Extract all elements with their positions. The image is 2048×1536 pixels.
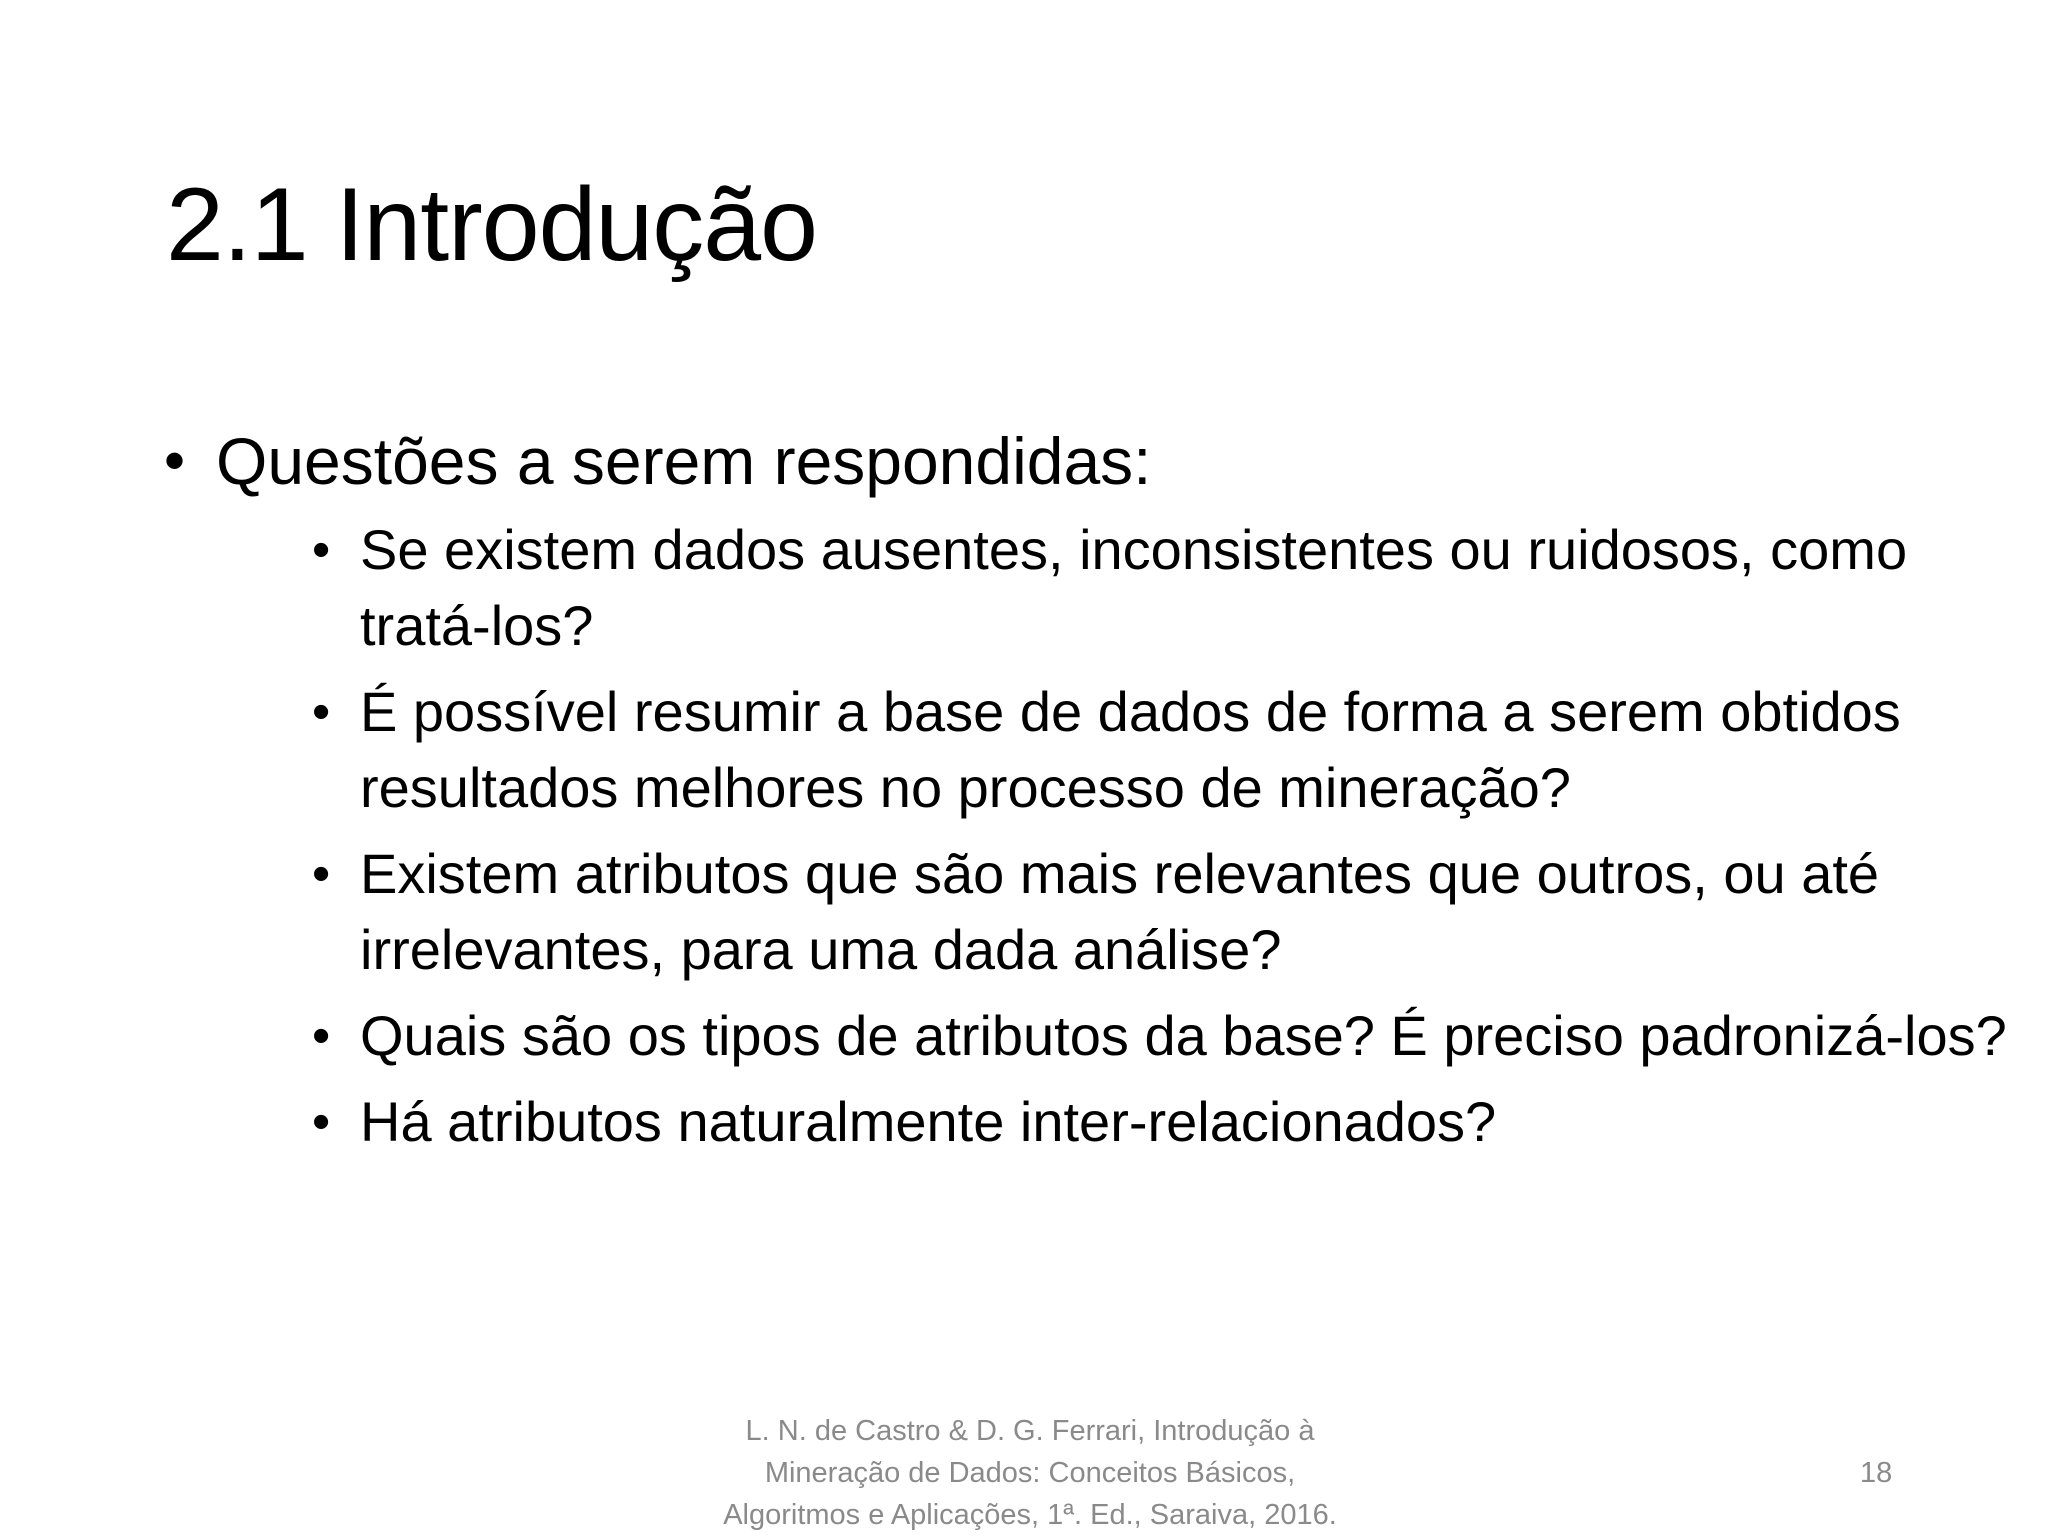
main-bullet-text: Questões a serem respondidas: — [216, 424, 1152, 498]
slide-title: 2.1 Introdução — [166, 167, 817, 283]
sub-bullet-3 — [312, 836, 2048, 988]
citation-line: Algoritmos e Aplicações, 1ª. Ed., Saraiva, 2016. — [723, 1499, 1337, 1531]
sub-bullet-2 — [312, 674, 2048, 826]
sub-bullet-5 — [312, 1084, 2048, 1160]
sub-bullet-text: Se existem dados ausentes, inconsistentes ou ruidosos, como tratá-los? — [360, 518, 1908, 657]
citation-line: L. N. de Castro & D. G. Ferrari, Introdução à — [745, 1415, 1315, 1447]
bullet-dot-icon: • — [312, 683, 331, 741]
sub-bullet-text: Existem atributos que são mais relevantes que outros, ou até irrelevantes, para uma dada análise? — [360, 842, 1880, 981]
bullet-dot-icon: • — [312, 1093, 331, 1151]
slide-content — [160, 420, 2007, 1170]
sub-bullet-list — [312, 512, 2007, 1160]
main-bullet — [160, 420, 1920, 502]
bullet-dot-icon: • — [312, 845, 331, 903]
sub-bullet-text: Quais são os tipos de atributos da base? É preciso padronizá-los? — [360, 1004, 2007, 1067]
sub-bullet-1 — [312, 512, 2048, 664]
sub-bullet-text: É possível resumir a base de dados de forma a serem obtidos resultados melhores no processo de mineração? — [360, 680, 1901, 819]
sub-bullet-text: Há atributos naturalmente inter-relacionados? — [360, 1090, 1497, 1153]
page-number: 18 — [1860, 1457, 1893, 1489]
bullet-dot-icon: • — [312, 1007, 331, 1065]
sub-bullet-4 — [312, 998, 2048, 1074]
bullet-dot-icon: • — [312, 521, 331, 579]
bullet-dot-icon: • — [164, 427, 186, 494]
citation-line: Mineração de Dados: Conceitos Básicos, — [764, 1457, 1296, 1489]
footer-citation — [640, 1410, 1420, 1536]
